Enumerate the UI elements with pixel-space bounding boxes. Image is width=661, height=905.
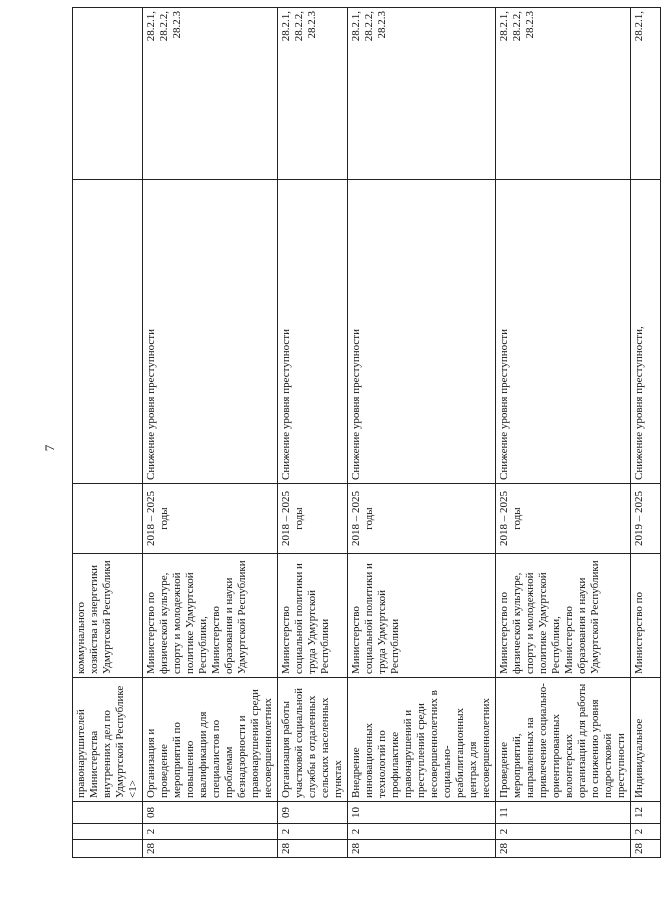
- result-cell: Снижение уровня преступности: [496, 180, 631, 484]
- code-cell: 28: [143, 840, 278, 858]
- event-cell: Организация работы участковой социальной службы в отдаленных сельских населенных пунктах: [278, 678, 348, 802]
- result-cell: Снижение уровня преступности: [348, 180, 496, 484]
- table-row: [73, 8, 143, 858]
- indicators-cell: [73, 8, 143, 180]
- table-row: [496, 8, 631, 858]
- code-cell: 12: [631, 802, 661, 824]
- indicators-cell: 28.2.1, 28.2.2, 28.2.3: [496, 8, 631, 180]
- table-body: [73, 8, 661, 858]
- executor-cell: Министерство по физической культуре, спорту и молодежной политике Удмуртской Республики, Министерство образования и науки Удмуртской Республики: [496, 554, 631, 678]
- code-cell: 2: [496, 824, 631, 840]
- event-cell: правонарушителей Министерства внутренних дел по Удмуртской Республике <1>: [73, 678, 143, 802]
- period-cell: 2018 – 2025 годы: [143, 484, 278, 554]
- period-cell: [73, 484, 143, 554]
- result-cell: Снижение уровня преступности,: [631, 180, 661, 484]
- code-cell: [73, 802, 143, 824]
- code-cell: 28: [348, 840, 496, 858]
- period-cell: 2019 – 2025: [631, 484, 661, 554]
- period-cell: 2018 – 2025 годы: [348, 484, 496, 554]
- result-cell: Снижение уровня преступности: [278, 180, 348, 484]
- event-cell: Проведение мероприятий, направленных на привлечение социально-ориентированных волонтерских организаций для работы по снижению уровня подростковой преступности: [496, 678, 631, 802]
- table-row: [348, 8, 496, 858]
- executor-cell: Министерство социальной политики и труда Удмуртской Республики: [348, 554, 496, 678]
- code-cell: 28: [278, 840, 348, 858]
- code-cell: 08: [143, 802, 278, 824]
- table-row: [278, 8, 348, 858]
- code-cell: 2: [348, 824, 496, 840]
- program-table: [72, 7, 661, 858]
- rotated-table-wrapper: [72, 11, 645, 858]
- page-number: 7: [42, 444, 57, 452]
- table-row: [143, 8, 278, 858]
- code-cell: 2: [278, 824, 348, 840]
- code-cell: 09: [278, 802, 348, 824]
- code-cell: 11: [496, 802, 631, 824]
- executor-cell: Министерство по физической культуре, спорту и молодежной политике Удмуртской Республики, Министерство образования и науки Удмуртской Республики: [143, 554, 278, 678]
- event-cell: Индивидуальное: [631, 678, 661, 802]
- event-cell: Внедрение инновационных технологий по профилактике правонарушений и преступлений среди несовершеннолетних в социально-реабилитационных центрах для несовершеннолетних: [348, 678, 496, 802]
- code-cell: 28: [496, 840, 631, 858]
- indicators-cell: 28.2.1, 28.2.2, 28.2.3: [143, 8, 278, 180]
- indicators-cell: 28.2.1, 28.2.2, 28.2.3: [278, 8, 348, 180]
- period-cell: 2018 – 2025 годы: [496, 484, 631, 554]
- period-cell: 2018 – 2025 годы: [278, 484, 348, 554]
- executor-cell: коммунального хозяйства и энергетики Удмуртской Республики: [73, 554, 143, 678]
- code-cell: 10: [348, 802, 496, 824]
- indicators-cell: 28.2.1, 28.2.2, 28.2.3: [348, 8, 496, 180]
- code-cell: [73, 824, 143, 840]
- code-cell: 28: [631, 840, 661, 858]
- code-cell: 2: [631, 824, 661, 840]
- result-cell: Снижение уровня преступности: [143, 180, 278, 484]
- result-cell: [73, 180, 143, 484]
- table-row: [631, 8, 661, 858]
- executor-cell: Министерство по: [631, 554, 661, 678]
- code-cell: [73, 840, 143, 858]
- executor-cell: Министерство социальной политики и труда Удмуртской Республики: [278, 554, 348, 678]
- code-cell: 2: [143, 824, 278, 840]
- indicators-cell: 28.2.1,: [631, 8, 661, 180]
- event-cell: Организация и проведение мероприятий по повышению квалификации для специалистов по проблемам безнадзорности и правонарушений среди несовершеннолетних: [143, 678, 278, 802]
